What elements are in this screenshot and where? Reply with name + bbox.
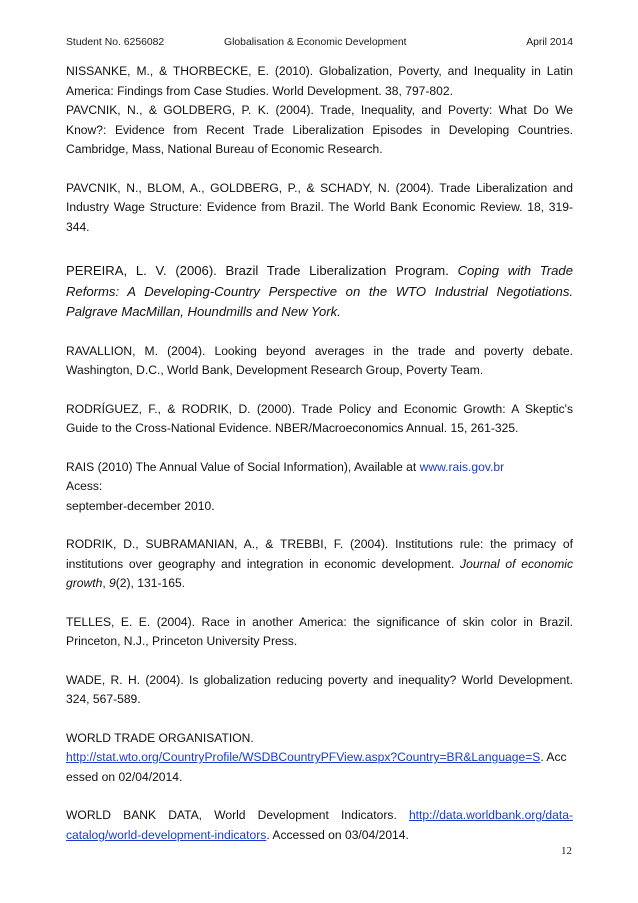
reference-worldbank [66,806,573,845]
header-student-number: Student No. 6256082 [66,37,165,48]
header-date: April 2014 [526,37,573,48]
reference-rodrik-lead: RODRIK, D., SUBRAMANIAN, A., & TREBBI, F. (2004). Institutions rule: the primacy of institutions over geography and integration in economic development. [66,537,573,571]
reference-rais-lead: RAIS (2010) The Annual Value of Social Information), Available at [66,459,417,474]
reference-worldbank-lead: WORLD BANK DATA, World Development Indicators. [66,808,397,822]
reference-wto-lead: WORLD TRADE ORGANISATION. [66,730,254,745]
reference-ravallion: RAVALLION, M. (2004). Looking beyond averages in the trade and poverty debate. Washington, D.C., World Bank, Development Research Group, Poverty Team. [66,343,573,377]
reference-worldbank-access: . Accessed on 03/04/2014. [266,827,409,842]
reference-wade: WADE, R. H. (2004). Is globalization reducing poverty and inequality? World Development. 324, 567-589. [66,672,573,706]
worldbank-link[interactable]: http://data.worldbank.org/data-catalog/world-development-indicators [66,808,573,842]
reference-rodrik-pages: (2), 131-165. [115,576,186,590]
reference-rodrik: RODRIK, D., SUBRAMANIAN, A., & TREBBI, F. (2004). Institutions rule: the primacy of institutions over geography and integration in economic development. Journal of economic growth, 9(2), 131-165. [66,537,573,590]
rais-link[interactable]: www.rais.gov.br [419,459,505,474]
reference-list [66,62,573,845]
reference-telles: TELLES, E. E. (2004). Race in another America: the significance of skin color in Brazil. Princeton, N.J., Princeton University Press. [66,614,573,648]
reference-rodriguez: RODRÍGUEZ, F., & RODRIK, D. (2000). Trade Policy and Economic Growth: A Skeptic's Guide to the Cross-National Evidence. NBER/Macroeconomics Annual. 15, 261-325. [66,401,573,435]
wto-link[interactable]: http://stat.wto.org/CountryProfile/WSDBCountryPFView.aspx?Country=BR&Language=S [66,750,541,764]
reference-wto [66,729,573,788]
reference-pereira [66,261,573,323]
reference-wto-access: . Accessed on 02/04/2014. [66,750,567,784]
reference-pereira-lead: PEREIRA, L. V. (2006). Brazil Trade Liberalization Program. [66,263,449,278]
reference-rais-access: Acess: september-december 2010. [66,479,215,513]
reference-pereira-title: Coping with Trade Reforms: A Developing-Country Perspective on the WTO Industrial Negotiations. Palgrave MacMillan, Houndmills and New York. [66,263,573,319]
reference-rais [66,458,573,517]
header-course-title: Globalisation & Economic Development [224,37,407,48]
reference-nissanke: NISSANKE, M., & THORBECKE, E. (2010). Globalization, Poverty, and Inequality in Latin America: Findings from Case Studies. World Development. 38, 797-802. [66,64,573,98]
page-number: 12 [561,845,572,857]
reference-rodrik-journal: Journal of economic growth [66,556,573,590]
reference-pavcnik-goldberg: PAVCNIK, N., & GOLDBERG, P. K. (2004). Trade, Inequality, and Poverty: What Do We Know?: Evidence from Recent Trade Liberalization Episodes in Developing Countries. Cambridge, Mass, National Bureau of Economic Research. [66,103,573,156]
reference-pavcnik-blom: PAVCNIK, N., BLOM, A., GOLDBERG, P., & SCHADY, N. (2004). Trade Liberalization and Industry Wage Structure: Evidence from Brazil. The World Bank Economic Review. 18, 319-344. [66,180,573,234]
reference-rodrik-volume: 9 [109,576,116,590]
page-header [66,37,573,53]
